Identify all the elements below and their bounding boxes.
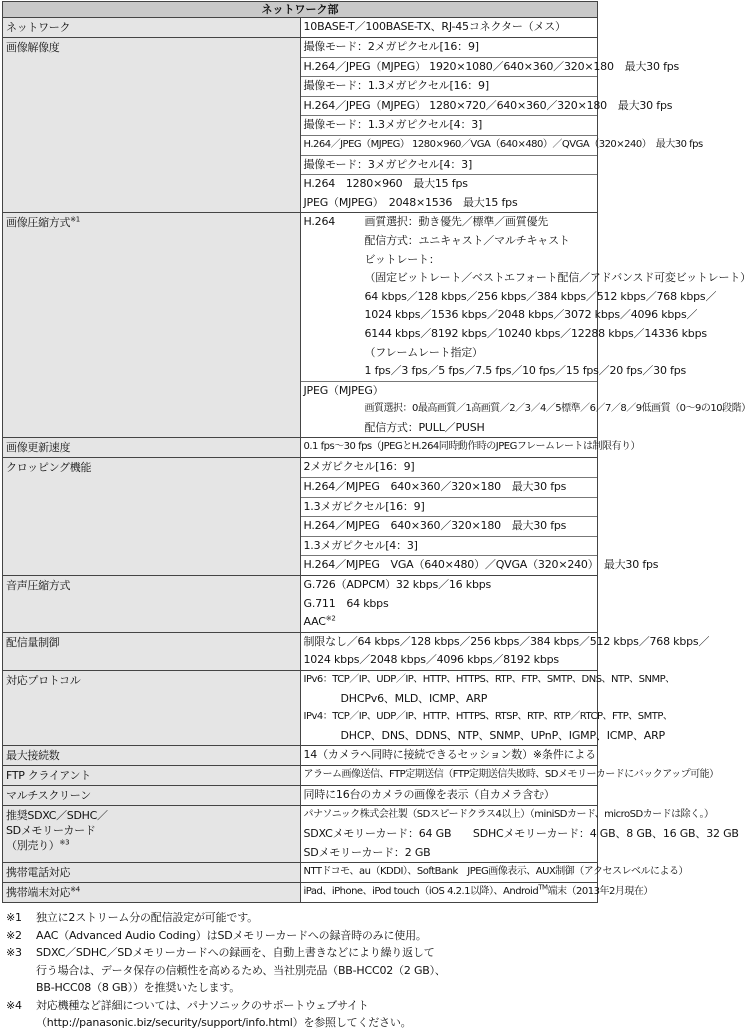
table-header-row [3,2,598,18]
footnote-text: SDXC／SDHC／SDメモリーカードへの録画を、自動上書きなどにより繰り返して [36,946,435,960]
row-label: 推奨SDXC／SDHC／ [6,809,108,823]
footnote [6,927,598,945]
row-label: 画像圧縮方式 [6,216,71,230]
footnote-mark: ※3 [6,946,22,960]
row-value: 1024 kbps／1536 kbps／2048 kbps／3072 kbps／4096 kbps／ [364,308,698,322]
footnote [6,997,598,1015]
row-value: iPad、iPhone、iPod touch（iOS 4.2.1以降）、Android [303,886,539,898]
row-value: 1.3メガピクセル[4：3] [301,536,598,556]
row-label: SDメモリーカード [6,824,96,838]
table-row [3,438,598,458]
row-value: IPv6：TCP／IP、UDP／IP、HTTP、HTTPS、RTP、FTP、SMTP、DNS、NTP、SNMP、 [303,674,675,685]
footnote-mark: ※1 [70,215,80,224]
table-row [3,766,598,786]
row-label: 最大接続数 [3,746,301,766]
row-value: 1 fps／3 fps／5 fps／7.5 fps／10 fps／15 fps／20 fps／30 fps [364,364,687,378]
row-value: SDXCメモリーカード：64 GB SDHCメモリーカード：4 GB、8 GB、16 GB、32 GB [303,826,739,840]
footnote-text: BB-HCC08（8 GB））を推奨いたします。 [36,981,241,995]
table-row [3,38,598,213]
row-value: H.264／JPEG（MJPEG） 1280×960／VGA（640×480）／QVGA（320×240） 最大30 fps [301,135,598,155]
row-value: DHCPv6、MLD、ICMP、ARP [340,691,488,705]
table-row [3,863,598,883]
row-value: JPEG（MJPEG） [301,381,598,401]
row-label: 携帯端末対応 [6,886,71,900]
row-value: 6144 kbps／8192 kbps／10240 kbps／12288 kbps／14336 kbps [364,326,707,340]
footnote-mark: ※2 [325,614,336,623]
table-header: ネットワーク部 [3,2,598,18]
row-value: DHCP、DNS、DDNS、NTP、SNMP、UPnP、IGMP、ICMP、ARP [340,728,665,742]
row-value: G.711 64 kbps [303,596,389,610]
row-label: 配信量制御 [3,632,301,670]
row-value: AAC [303,615,326,629]
row-value: SDメモリーカード：2 GB [303,845,431,859]
footnote-mark: ※1 [6,911,22,925]
footnote-mark: ※4 [6,998,22,1012]
row-value: H.264／JPEG（MJPEG） 1280×720／640×360／320×180 最大30 fps [301,96,598,116]
row-value: 端末（2013年2月現在） [547,886,653,898]
row-value: 撮像モード：2メガピクセル[16：9] [303,40,479,53]
row-value: 撮像モード：1.3メガピクセル[4：3] [301,115,598,135]
table-row [3,786,598,806]
row-value: 画質選択：0最高画質／1高画質／2／3／4／5標準／6／7／8／9低画質（0～9の10段階） [364,403,751,415]
row-value: G.726（ADPCM）32 kbps／16 kbps [303,578,492,592]
footnote-text: 行う場合は、データ保存の信頼性を高めるため、当社別売品（BB-HCC02（2 GB）、 [36,963,446,977]
footnote-text: （http://panasonic.biz/security/support/info.html）を参照してください。 [36,1016,412,1030]
table-row [3,213,598,438]
footnotes [2,909,598,1032]
row-value: IPv4：TCP／IP、UDP／IP、HTTP、HTTPS、RTSP、RTP、RTP／RTCP、FTP、SMTP、 [303,711,673,723]
row-label: （別売り） [6,839,60,853]
footnote-mark: ※2 [6,928,22,942]
footnote-text: AAC（Advanced Audio Coding）はSDメモリーカードへの録音時のみに使用。 [36,928,427,942]
row-value: （フレームレート指定） [364,345,483,359]
row-value: （固定ビットレート／ベストエフォート配信／アドバンスド可変ビットレート） [364,271,751,285]
row-value: 10BASE-T／100BASE-TX、RJ-45コネクター（メス） [303,20,566,33]
row-value: 64 kbps／128 kbps／256 kbps／384 kbps／512 kbps／768 kbps／ [364,289,717,303]
row-value: 2メガピクセル[16：9] [303,460,415,474]
row-value: 配信方式：PULL／PUSH [364,420,485,434]
row-value: H.264 1280×960 最大15 fps [301,174,598,194]
row-value: 14（カメラへ同時に接続できるセッション数）※条件による [303,748,596,762]
row-value: 撮像モード：1.3メガピクセル[16：9] [301,76,598,96]
footnote-mark: ※3 [59,838,70,847]
row-label: 携帯電話対応 [3,863,301,883]
row-value: 0.1 fps～30 fps（JPEGとH.264同時動作時のJPEGフレームレートは制限有り） [303,441,640,453]
row-value: 1.3メガピクセル[16：9] [301,497,598,517]
row-value: H.264／JPEG（MJPEG） 1920×1080／640×360／320×180 最大30 fps [301,57,598,77]
table-row [3,18,598,38]
table-row [3,458,598,576]
row-value: 撮像モード：3メガピクセル[4：3] [301,155,598,175]
footnote-text: 独立に2ストリーム分の配信設定が可能です。 [36,911,258,925]
table-row [3,632,598,670]
row-label: 画像解像度 [3,38,301,213]
row-value: JPEG（MJPEG） 2048×1536 最大15 fps [303,195,518,209]
row-label: 画像更新速度 [3,438,301,458]
table-row [3,806,598,863]
row-label: マルチスクリーン [3,786,301,806]
row-value: H.264 [303,215,336,229]
row-label: 音声圧縮方式 [3,576,301,633]
row-label: FTP クライアント [3,766,301,786]
row-value: アラーム画像送信、FTP定期送信（FTP定期送信失敗時、SDメモリーカードにバックアップ可能） [303,769,719,781]
footnote [6,909,598,927]
row-value: パナソニック株式会社製（SDスピードクラス4以上）（miniSDカード、microSDカードは除く。） [303,809,714,821]
row-value: 配信方式：ユニキャスト／マルチキャスト [364,233,570,247]
footnote [6,944,598,962]
network-spec-table [2,1,751,903]
footnote-mark: ※4 [70,885,80,894]
row-value: ビットレート： [364,252,440,266]
row-label: 対応プロトコル [3,671,301,746]
table-row [3,883,598,903]
trademark-mark: TM [538,883,548,892]
row-label: ネットワーク [3,18,301,38]
row-value: H.264／MJPEG 640×360／320×180 最大30 fps [301,477,598,497]
row-value: 制限なし／64 kbps／128 kbps／256 kbps／384 kbps／512 kbps／768 kbps／ [303,634,710,648]
row-value: 1024 kbps／2048 kbps／4096 kbps／8192 kbps [303,653,559,667]
row-value: 画質選択：動き優先／標準／画質優先 [364,215,549,229]
row-value: 同時に16台のカメラの画像を表示（自カメラ含む） [303,788,555,802]
row-value: NTTドコモ、au（KDDI）、SoftBank JPEG画像表示、AUX制御（アクセスレベルによる） [303,866,689,878]
table-row [3,746,598,766]
row-label: クロッピング機能 [3,458,301,576]
row-value: H.264／MJPEG 640×360／320×180 最大30 fps [301,516,598,536]
row-value: H.264／MJPEG VGA（640×480）／QVGA（320×240） 最大30 fps [301,555,598,575]
table-row [3,671,598,746]
table-row [3,576,598,633]
footnote-text: 対応機種など詳細については、パナソニックのサポートウェブサイト [36,998,369,1012]
